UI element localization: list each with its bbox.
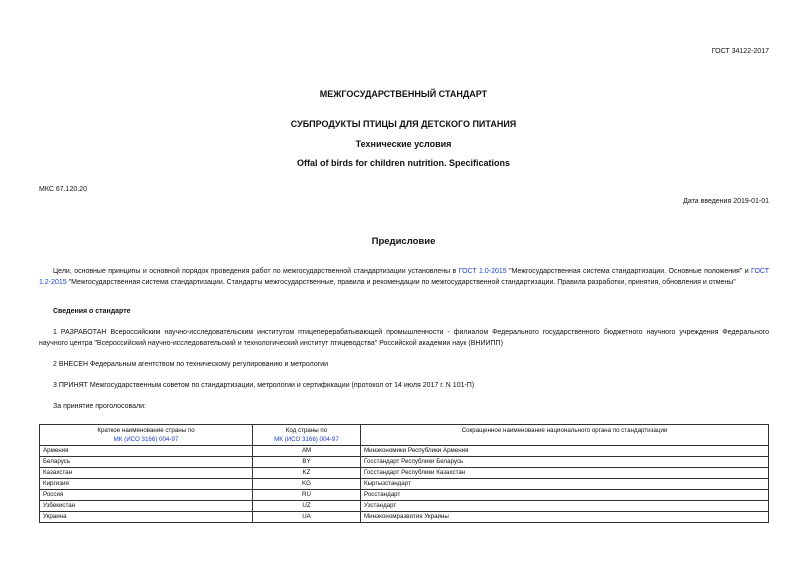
- table-header-row: [40, 425, 769, 446]
- country-cell: Россия: [40, 490, 253, 501]
- body-cell: Узстандарт: [361, 501, 769, 512]
- body-cell: Минэкономразвития Украины: [361, 512, 769, 523]
- code-cell: UZ: [253, 501, 361, 512]
- preface-text-part1: Цели, основные принципы и основной порядок проведения работ по межгосударственной стандартизации установлены в: [53, 268, 459, 275]
- intro-date: Дата введения 2019-01-01: [683, 198, 769, 205]
- country-cell: Украина: [40, 512, 253, 523]
- col2-standard-link[interactable]: МК (ИСО 3166) 004-97: [274, 436, 339, 443]
- standard-subtitle-ru: Технические условия: [355, 139, 452, 149]
- preface-text-part3: "Межгосударственная система стандартизации. Стандарты межгосударственные, правила и рекомендации по межгосударственной стандартизации. Правила разработки, принятия, обновления и отмены": [66, 279, 736, 286]
- body-cell: Госстандарт Республики Казахстан: [361, 468, 769, 479]
- table-row: [40, 457, 769, 468]
- info-item-2: 2 ВНЕСЕН Федеральным агентством по техническому регулированию и метрологии: [53, 361, 329, 368]
- gost-number: ГОСТ 34122-2017: [711, 48, 769, 55]
- country-cell: Киргизия: [40, 479, 253, 490]
- gost-1-2-link[interactable]: ГОСТ 1.2-2015: [39, 268, 769, 286]
- code-cell: AM: [253, 446, 361, 457]
- col2-line1: Код страны по: [285, 427, 328, 434]
- table-row: [40, 490, 769, 501]
- body-cell: Минэкономики Республики Армения: [361, 446, 769, 457]
- country-cell: Узбекистан: [40, 501, 253, 512]
- info-item-1: 1 РАЗРАБОТАН Всероссийским научно-исследовательским институтом птицеперерабатывающей промышленности - филиалом Федерального государственного бюджетного научного учреждения Федерального научного центра "Всероссийский научно-исследовательский и технологический институт птицеводства" Российской академии наук (ВНИИПП): [39, 329, 769, 347]
- standard-name-en: Offal of birds for children nutrition. Specifications: [296, 158, 510, 168]
- gost-1-0-link[interactable]: ГОСТ 1.0-2015: [458, 268, 507, 275]
- col-country-name-header: [40, 425, 253, 446]
- table-row: [40, 501, 769, 512]
- col1-line1: Краткое наименование страны по: [97, 427, 195, 434]
- col1-standard-link[interactable]: МК (ИСО 3166) 004-97: [113, 436, 179, 443]
- mks-code: МКС 67.120.20: [39, 186, 87, 193]
- code-cell: BY: [253, 457, 361, 468]
- col-national-body-header: Сокращенное наименование национального органа по стандартизации: [361, 425, 769, 446]
- body-cell: Росстандарт: [361, 490, 769, 501]
- code-cell: KZ: [253, 468, 361, 479]
- table-row: [40, 446, 769, 457]
- country-cell: Армения: [40, 446, 253, 457]
- preface-heading: Предисловие: [371, 236, 436, 247]
- code-cell: RU: [253, 490, 361, 501]
- standard-info-heading: Сведения о стандарте: [53, 308, 131, 315]
- voted-label: За принятие проголосовали:: [53, 403, 146, 410]
- table-row: [40, 468, 769, 479]
- body-cell: Кыргызстандарт: [361, 479, 769, 490]
- code-cell: KG: [253, 479, 361, 490]
- preface-paragraph: [39, 266, 769, 288]
- standard-name-ru: СУБПРОДУКТЫ ПТИЦЫ ДЛЯ ДЕТСКОГО ПИТАНИЯ: [290, 119, 517, 129]
- table-row: [40, 512, 769, 523]
- body-cell: Госстандарт Республики Беларусь: [361, 457, 769, 468]
- country-cell: Казахстан: [40, 468, 253, 479]
- info-item-3: 3 ПРИНЯТ Межгосударственным советом по стандартизации, метрологии и сертификации (протокол от 14 июля 2017 г. N 101-П): [53, 382, 475, 389]
- code-cell: UA: [253, 512, 361, 523]
- country-cell: Беларусь: [40, 457, 253, 468]
- table-row: [40, 479, 769, 490]
- standard-type-title: МЕЖГОСУДАРСТВЕННЫЙ СТАНДАРТ: [319, 89, 488, 99]
- col-country-code-header: [253, 425, 361, 446]
- voting-table: [39, 424, 769, 523]
- preface-text-part2: "Межгосударственная система стандартизации. Основные положения" и: [506, 268, 752, 275]
